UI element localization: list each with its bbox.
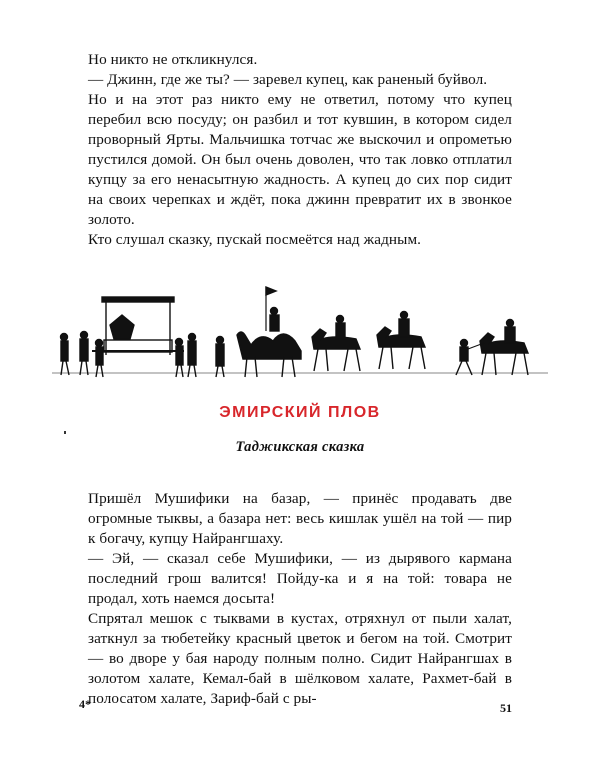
story-title: ЭМИРСКИЙ ПЛОВ xyxy=(219,404,381,421)
paragraph: — Эй, — сказал себе Мушифики, — из дырявого кармана последний грош валится! Пойду-ка и я на той: товара не продал, хоть наемся досыта! xyxy=(88,550,512,607)
paragraph: Пришёл Мушифики на базар, — принёс продавать две огромные тыквы, а базара нет: весь кишлак ушёл на той — пир к богачу, купцу Найрангшаху. xyxy=(88,490,512,547)
bottom-text-block xyxy=(88,489,512,709)
page-number: 51 xyxy=(500,701,512,715)
caravan-illustration xyxy=(52,285,548,385)
top-text-block xyxy=(88,50,512,250)
paragraph: Но никто не откликнулся. xyxy=(88,51,258,68)
story-subtitle: Таджикская сказка xyxy=(235,439,365,455)
signature-mark: 4* xyxy=(79,697,91,711)
paragraph: Спрятал мешок с тыквами в кустах, отряхнул от пыли халат, заткнул за тюбетейку красный цветок и бегом на той. Смотрит — во дворе у бая народу полным полно. Сидит Найрангшах в золотом халате, Кемал-бай в шёлковом халате, Рахмет-бай в полосатом халате, Зариф-бай с ры- xyxy=(88,610,512,707)
paragraph: Но и на этот раз никто ему не ответил, потому что купец перебил всю посуду; он разбил и тот кувшин, в котором сидел проворный Ярты. Мальчишка тотчас же выскочил и опрометью пустился домой. Он был очень доволен, что так ловко отплатил купцу за его ненасытную жадность. А купец до сих пор сидит на своих черепках и ждёт, пока джинн превратит их в звонкое золото. xyxy=(88,91,512,228)
paragraph: Кто слушал сказку, пускай посмеётся над жадным. xyxy=(88,231,422,248)
paragraph: — Джинн, где же ты? — заревел купец, как раненый буйвол. xyxy=(88,71,488,88)
print-speck xyxy=(64,431,66,434)
